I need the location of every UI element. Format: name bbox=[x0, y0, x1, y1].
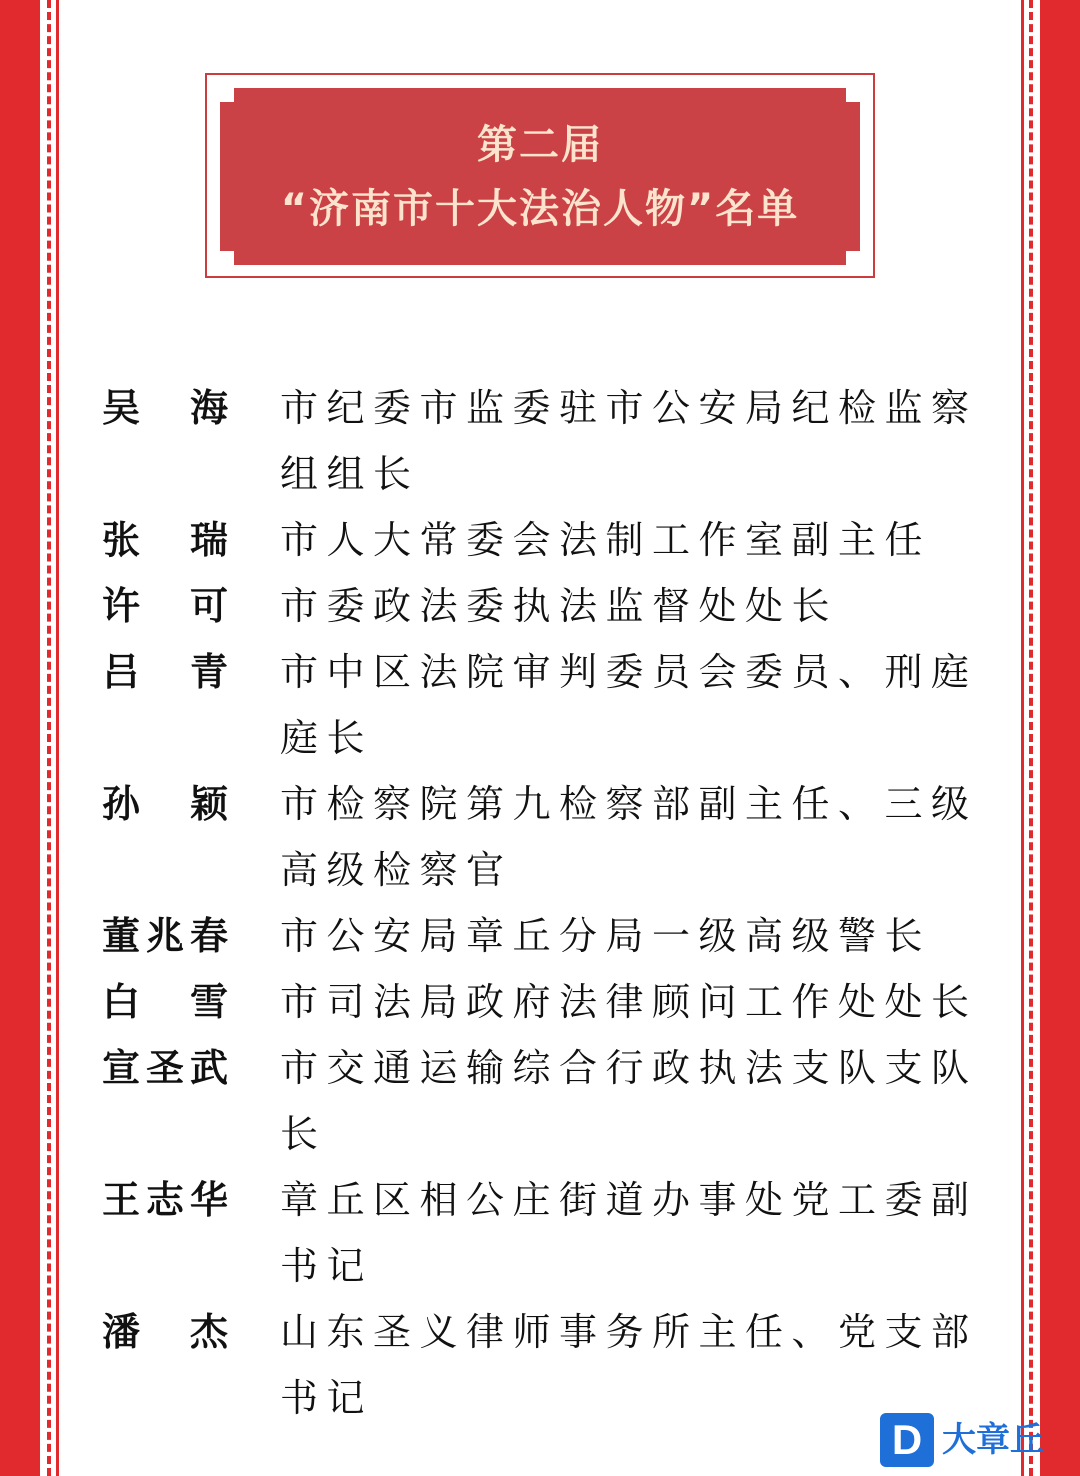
list-item bbox=[102, 507, 992, 573]
person-role: 市中区法院审判委员会委员、刑庭庭长 bbox=[280, 650, 978, 760]
person-role: 章丘区相公庄街道办事处党工委副书记 bbox=[280, 1178, 978, 1288]
corner-notch bbox=[220, 88, 234, 102]
person-name: 孙颖 bbox=[102, 782, 230, 826]
person-name: 许可 bbox=[102, 584, 230, 628]
person-name: 吴海 bbox=[102, 386, 230, 430]
right-dashed-border bbox=[1029, 0, 1033, 1476]
logo-d-icon: D bbox=[880, 1413, 934, 1467]
person-role: 市纪委市监委驻市公安局纪检监察组组长 bbox=[280, 386, 978, 496]
person-name: 王志华 bbox=[102, 1178, 230, 1222]
person-role: 山东圣义律师事务所主任、党支部书记 bbox=[280, 1310, 978, 1420]
person-role: 市人大常委会法制工作室副主任 bbox=[280, 518, 932, 562]
person-role: 市委政法委执法监督处处长 bbox=[280, 584, 839, 628]
person-name: 董兆春 bbox=[102, 914, 230, 958]
list-item bbox=[102, 639, 992, 771]
title-line-2: “济南市十大法治人物”名单 bbox=[280, 185, 800, 232]
left-dashed-border bbox=[47, 0, 51, 1476]
right-inner-line bbox=[1021, 0, 1024, 1476]
watermark-logo bbox=[880, 1412, 1072, 1468]
logo-text: 大章丘 bbox=[942, 1420, 1044, 1460]
person-name: 宣圣武 bbox=[102, 1046, 230, 1090]
title-line-1: 第二届 bbox=[477, 121, 603, 168]
title-banner bbox=[220, 88, 860, 265]
corner-notch bbox=[846, 251, 860, 265]
person-role: 市司法局政府法律顾问工作处处长 bbox=[280, 980, 978, 1024]
person-role: 市交通运输综合行政执法支队支队长 bbox=[280, 1046, 978, 1156]
list-item bbox=[102, 903, 992, 969]
person-name: 吕青 bbox=[102, 650, 230, 694]
corner-notch bbox=[220, 251, 234, 265]
list-item bbox=[102, 375, 992, 507]
person-name: 潘杰 bbox=[102, 1310, 230, 1354]
left-border-band bbox=[0, 0, 40, 1476]
person-role: 市检察院第九检察部副主任、三级高级检察官 bbox=[280, 782, 978, 892]
corner-notch bbox=[846, 88, 860, 102]
person-name: 白雪 bbox=[102, 980, 230, 1024]
list-item bbox=[102, 771, 992, 903]
list-item bbox=[102, 573, 992, 639]
person-list bbox=[102, 375, 992, 1431]
person-name: 张瑞 bbox=[102, 518, 230, 562]
right-border-band bbox=[1040, 0, 1080, 1476]
list-item bbox=[102, 1167, 992, 1299]
list-item bbox=[102, 969, 992, 1035]
list-item bbox=[102, 1299, 992, 1431]
person-role: 市公安局章丘分局一级高级警长 bbox=[280, 914, 932, 958]
list-item bbox=[102, 1035, 992, 1167]
